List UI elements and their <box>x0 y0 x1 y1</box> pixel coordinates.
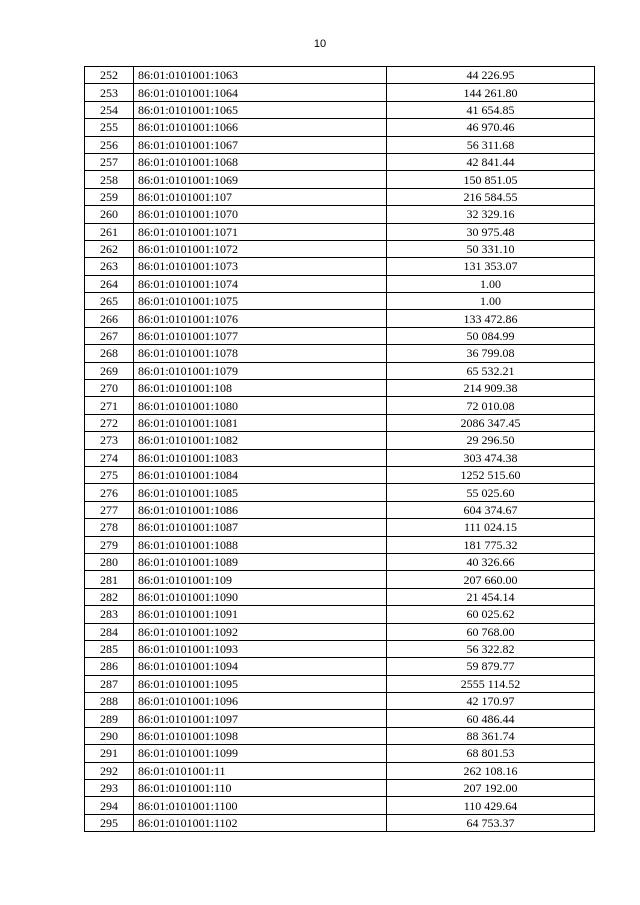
table-row <box>85 484 595 501</box>
row-number-cell: 256 <box>85 136 134 153</box>
table-row <box>85 258 595 275</box>
cadastral-number-cell: 86:01:0101001:1081 <box>134 414 387 431</box>
row-number-cell: 270 <box>85 380 134 397</box>
cadastral-number-cell: 86:01:0101001:1076 <box>134 310 387 327</box>
row-number-cell: 252 <box>85 67 134 84</box>
cadastral-number-cell: 86:01:0101001:11 <box>134 762 387 779</box>
table-body <box>85 67 595 832</box>
value-cell: 207 660.00 <box>387 571 595 588</box>
row-number-cell: 253 <box>85 84 134 101</box>
table-row <box>85 449 595 466</box>
value-cell: 2086 347.45 <box>387 414 595 431</box>
row-number-cell: 271 <box>85 397 134 414</box>
row-number-cell: 264 <box>85 275 134 292</box>
table-row <box>85 275 595 292</box>
value-cell: 262 108.16 <box>387 762 595 779</box>
value-cell: 32 329.16 <box>387 206 595 223</box>
row-number-cell: 292 <box>85 762 134 779</box>
table-row <box>85 432 595 449</box>
cadastral-number-cell: 86:01:0101001:1066 <box>134 119 387 136</box>
cadastral-number-cell: 86:01:0101001:1084 <box>134 466 387 483</box>
cadastral-number-cell: 86:01:0101001:1079 <box>134 362 387 379</box>
row-number-cell: 288 <box>85 693 134 710</box>
value-cell: 46 970.46 <box>387 119 595 136</box>
value-cell: 56 311.68 <box>387 136 595 153</box>
cadastral-number-cell: 86:01:0101001:1102 <box>134 814 387 831</box>
row-number-cell: 289 <box>85 710 134 727</box>
row-number-cell: 293 <box>85 780 134 797</box>
value-cell: 144 261.80 <box>387 84 595 101</box>
cadastral-number-cell: 86:01:0101001:109 <box>134 571 387 588</box>
cadastral-number-cell: 86:01:0101001:1075 <box>134 293 387 310</box>
cadastral-number-cell: 86:01:0101001:1098 <box>134 727 387 744</box>
table-row <box>85 727 595 744</box>
cadastral-number-cell: 86:01:0101001:1078 <box>134 345 387 362</box>
value-cell: 42 170.97 <box>387 693 595 710</box>
table-row <box>85 606 595 623</box>
row-number-cell: 283 <box>85 606 134 623</box>
cadastral-number-cell: 86:01:0101001:1092 <box>134 623 387 640</box>
table-row <box>85 101 595 118</box>
row-number-cell: 275 <box>85 466 134 483</box>
table-row <box>85 675 595 692</box>
row-number-cell: 284 <box>85 623 134 640</box>
cadastral-number-cell: 86:01:0101001:1080 <box>134 397 387 414</box>
value-cell: 60 025.62 <box>387 606 595 623</box>
cadastral-number-cell: 86:01:0101001:1065 <box>134 101 387 118</box>
cadastral-number-cell: 86:01:0101001:1096 <box>134 693 387 710</box>
value-cell: 65 532.21 <box>387 362 595 379</box>
row-number-cell: 267 <box>85 327 134 344</box>
table-row <box>85 553 595 570</box>
row-number-cell: 266 <box>85 310 134 327</box>
row-number-cell: 265 <box>85 293 134 310</box>
value-cell: 214 909.38 <box>387 380 595 397</box>
row-number-cell: 273 <box>85 432 134 449</box>
value-cell: 59 879.77 <box>387 658 595 675</box>
cadastral-number-cell: 86:01:0101001:1087 <box>134 519 387 536</box>
table-row <box>85 240 595 257</box>
row-number-cell: 255 <box>85 119 134 136</box>
value-cell: 1.00 <box>387 275 595 292</box>
value-cell: 40 326.66 <box>387 553 595 570</box>
row-number-cell: 274 <box>85 449 134 466</box>
cadastral-number-cell: 86:01:0101001:107 <box>134 188 387 205</box>
row-number-cell: 277 <box>85 501 134 518</box>
table-row <box>85 536 595 553</box>
table-row <box>85 710 595 727</box>
value-cell: 110 429.64 <box>387 797 595 814</box>
row-number-cell: 272 <box>85 414 134 431</box>
row-number-cell: 280 <box>85 553 134 570</box>
row-number-cell: 257 <box>85 153 134 170</box>
row-number-cell: 278 <box>85 519 134 536</box>
table-row <box>85 571 595 588</box>
cadastral-number-cell: 86:01:0101001:1069 <box>134 171 387 188</box>
table-row <box>85 327 595 344</box>
table-row <box>85 345 595 362</box>
table-row <box>85 466 595 483</box>
value-cell: 50 331.10 <box>387 240 595 257</box>
table-row <box>85 136 595 153</box>
row-number-cell: 287 <box>85 675 134 692</box>
table-row <box>85 640 595 657</box>
table-row <box>85 658 595 675</box>
page-number: 10 <box>313 38 327 50</box>
table-row <box>85 310 595 327</box>
value-cell: 72 010.08 <box>387 397 595 414</box>
table-row <box>85 780 595 797</box>
value-cell: 68 801.53 <box>387 745 595 762</box>
row-number-cell: 259 <box>85 188 134 205</box>
table-row <box>85 814 595 831</box>
row-number-cell: 276 <box>85 484 134 501</box>
cadastral-number-cell: 86:01:0101001:1068 <box>134 153 387 170</box>
value-cell: 88 361.74 <box>387 727 595 744</box>
cadastral-number-cell: 86:01:0101001:1073 <box>134 258 387 275</box>
row-number-cell: 269 <box>85 362 134 379</box>
cadastral-number-cell: 86:01:0101001:1086 <box>134 501 387 518</box>
cadastral-number-cell: 86:01:0101001:108 <box>134 380 387 397</box>
table-row <box>85 153 595 170</box>
table-row <box>85 380 595 397</box>
value-cell: 44 226.95 <box>387 67 595 84</box>
cadastral-number-cell: 86:01:0101001:1097 <box>134 710 387 727</box>
table-row <box>85 293 595 310</box>
table-row <box>85 414 595 431</box>
cadastral-number-cell: 86:01:0101001:1099 <box>134 745 387 762</box>
value-cell: 604 374.67 <box>387 501 595 518</box>
value-cell: 150 851.05 <box>387 171 595 188</box>
value-cell: 207 192.00 <box>387 780 595 797</box>
value-cell: 131 353.07 <box>387 258 595 275</box>
value-cell: 55 025.60 <box>387 484 595 501</box>
cadastral-number-cell: 86:01:0101001:1064 <box>134 84 387 101</box>
value-cell: 2555 114.52 <box>387 675 595 692</box>
value-cell: 303 474.38 <box>387 449 595 466</box>
row-number-cell: 261 <box>85 223 134 240</box>
cadastral-number-cell: 86:01:0101001:1093 <box>134 640 387 657</box>
table-row <box>85 171 595 188</box>
value-cell: 111 024.15 <box>387 519 595 536</box>
value-cell: 133 472.86 <box>387 310 595 327</box>
cadastral-number-cell: 86:01:0101001:1091 <box>134 606 387 623</box>
cadastral-number-cell: 86:01:0101001:1095 <box>134 675 387 692</box>
row-number-cell: 291 <box>85 745 134 762</box>
table-row <box>85 693 595 710</box>
cadastral-number-cell: 86:01:0101001:1070 <box>134 206 387 223</box>
cadastral-number-cell: 86:01:0101001:1090 <box>134 588 387 605</box>
row-number-cell: 281 <box>85 571 134 588</box>
row-number-cell: 263 <box>85 258 134 275</box>
value-cell: 41 654.85 <box>387 101 595 118</box>
value-cell: 181 775.32 <box>387 536 595 553</box>
table-row <box>85 397 595 414</box>
row-number-cell: 258 <box>85 171 134 188</box>
table-row <box>85 206 595 223</box>
row-number-cell: 290 <box>85 727 134 744</box>
row-number-cell: 295 <box>85 814 134 831</box>
row-number-cell: 254 <box>85 101 134 118</box>
cadastral-number-cell: 86:01:0101001:1085 <box>134 484 387 501</box>
cadastral-number-cell: 86:01:0101001:110 <box>134 780 387 797</box>
value-cell: 1252 515.60 <box>387 466 595 483</box>
table-row <box>85 84 595 101</box>
cadastral-number-cell: 86:01:0101001:1063 <box>134 67 387 84</box>
cadastral-number-cell: 86:01:0101001:1088 <box>134 536 387 553</box>
row-number-cell: 294 <box>85 797 134 814</box>
table-row <box>85 119 595 136</box>
table-row <box>85 623 595 640</box>
row-number-cell: 282 <box>85 588 134 605</box>
table-row <box>85 762 595 779</box>
value-cell: 60 768.00 <box>387 623 595 640</box>
cadastral-number-cell: 86:01:0101001:1089 <box>134 553 387 570</box>
row-number-cell: 286 <box>85 658 134 675</box>
cadastral-number-cell: 86:01:0101001:1100 <box>134 797 387 814</box>
table-row <box>85 67 595 84</box>
cadastral-number-cell: 86:01:0101001:1071 <box>134 223 387 240</box>
cadastral-number-cell: 86:01:0101001:1083 <box>134 449 387 466</box>
value-cell: 42 841.44 <box>387 153 595 170</box>
cadastral-number-cell: 86:01:0101001:1072 <box>134 240 387 257</box>
cadastral-number-cell: 86:01:0101001:1082 <box>134 432 387 449</box>
table-row <box>85 188 595 205</box>
row-number-cell: 260 <box>85 206 134 223</box>
table-row <box>85 745 595 762</box>
cadastral-number-cell: 86:01:0101001:1074 <box>134 275 387 292</box>
value-cell: 64 753.37 <box>387 814 595 831</box>
value-cell: 36 799.08 <box>387 345 595 362</box>
value-cell: 21 454.14 <box>387 588 595 605</box>
data-table <box>84 66 595 832</box>
value-cell: 30 975.48 <box>387 223 595 240</box>
table-row <box>85 797 595 814</box>
value-cell: 56 322.82 <box>387 640 595 657</box>
row-number-cell: 285 <box>85 640 134 657</box>
table-row <box>85 519 595 536</box>
table-row <box>85 501 595 518</box>
table-row <box>85 223 595 240</box>
value-cell: 216 584.55 <box>387 188 595 205</box>
cadastral-number-cell: 86:01:0101001:1094 <box>134 658 387 675</box>
value-cell: 50 084.99 <box>387 327 595 344</box>
row-number-cell: 268 <box>85 345 134 362</box>
value-cell: 29 296.50 <box>387 432 595 449</box>
cadastral-number-cell: 86:01:0101001:1077 <box>134 327 387 344</box>
row-number-cell: 279 <box>85 536 134 553</box>
value-cell: 60 486.44 <box>387 710 595 727</box>
cadastral-number-cell: 86:01:0101001:1067 <box>134 136 387 153</box>
table-row <box>85 588 595 605</box>
row-number-cell: 262 <box>85 240 134 257</box>
value-cell: 1.00 <box>387 293 595 310</box>
table-row <box>85 362 595 379</box>
